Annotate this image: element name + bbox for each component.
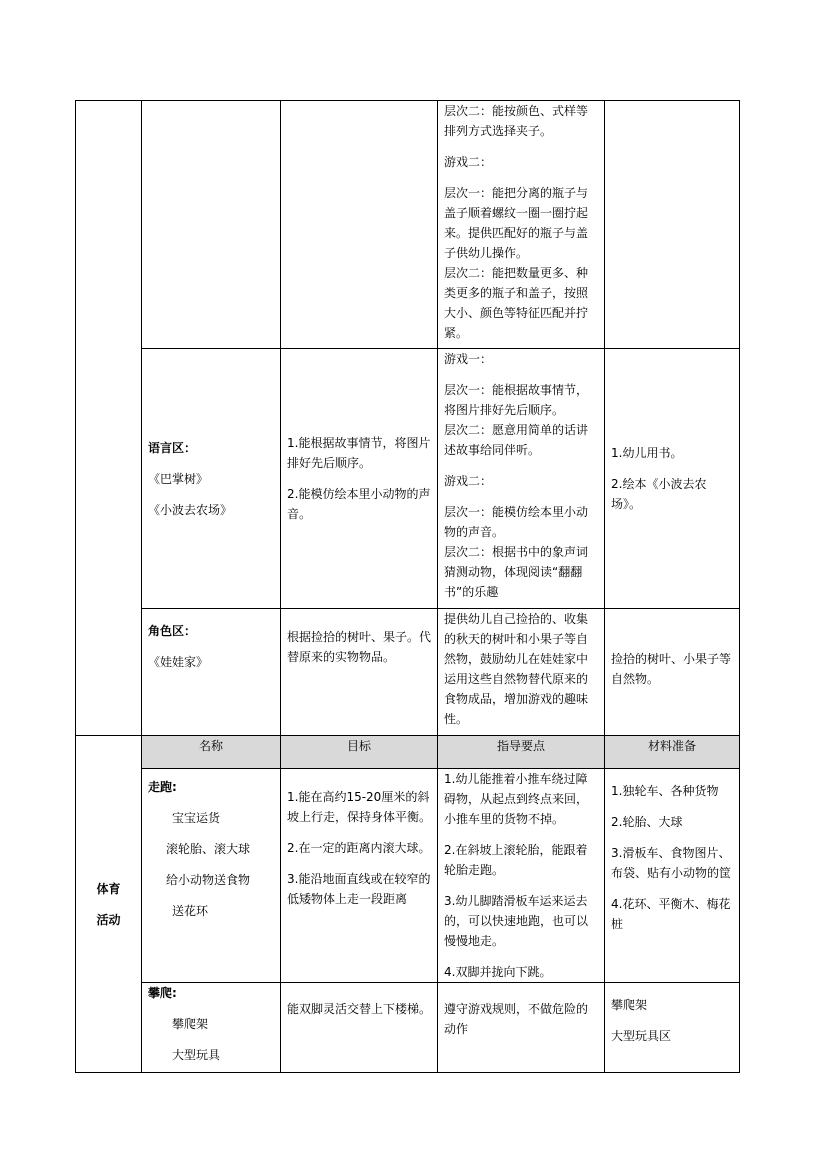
activity-plan-table — [75, 100, 740, 1073]
name-cell: 攀爬: 攀爬架 大型玩具 — [142, 983, 281, 1073]
goal-cell: 1.能在高约15-20厘米的斜坡上行走，保持身体平衡。 2.在一定的距离内滚大球。 3.能沿地面直线或在较窄的低矮物体上走一段距离 — [281, 769, 438, 983]
goal-cell: 1.能根据故事情节，将图片排好先后顺序。 2.能模仿绘本里小动物的声音。 — [281, 349, 438, 609]
header-goal: 目标 — [281, 736, 438, 769]
table-row — [76, 609, 740, 736]
table-row — [76, 983, 740, 1073]
header-guide: 指导要点 — [438, 736, 605, 769]
table-row — [76, 769, 740, 983]
header-name: 名称 — [142, 736, 281, 769]
goal-cell: 能双脚灵活交替上下楼梯。 — [281, 983, 438, 1073]
table-row — [76, 101, 740, 349]
material-cell: 1.幼儿用书。 2.绘本《小波去农场》。 — [605, 349, 740, 609]
goal-cell: 根据捡拾的树叶、果子。代替原来的实物物品。 — [281, 609, 438, 736]
guide-cell: 遵守游戏规则，不做危险的动作 — [438, 983, 605, 1073]
guide-cell: 1.幼儿能推着小推车绕过障碍物，从起点到终点来回，小推车里的货物不掉。 2.在斜坡上滚轮胎，能跟着轮胎走跑。 3.幼儿脚踏滑板车运来运去的，可以快速地跑，也可以慢慢地走。 4.双脚并拢向下跳。 — [438, 769, 605, 983]
table-header-row — [76, 736, 740, 769]
material-cell: 捡拾的树叶、小果子等自然物。 — [605, 609, 740, 736]
name-cell: 角色区： 《娃娃家》 — [142, 609, 281, 736]
material-cell: 攀爬架 大型玩具区 — [605, 983, 740, 1073]
section-cell — [76, 101, 142, 736]
table-row — [76, 349, 740, 609]
name-cell: 走跑: 宝宝运货 滚轮胎、滚大球 给小动物送食物 送花环 — [142, 769, 281, 983]
header-material: 材料准备 — [605, 736, 740, 769]
guide-cell: 游戏一： 层次一：能根据故事情节，将图片排好先后顺序。 层次二：愿意用简单的话讲述故事给同伴听。 游戏二： 层次一：能模仿绘本里小动物的声音。 层次二：根据书中的象声词猜测动物，体现阅读“翻翻书”的乐趣 — [438, 349, 605, 609]
material-cell: 1.独轮车、各种货物 2.轮胎、大球 3.滑板车、食物图片、布袋、贴有小动物的筐 4.花环、平衡木、梅花桩 — [605, 769, 740, 983]
name-cell: 语言区： 《巴掌树》 《小波去农场》 — [142, 349, 281, 609]
guide-cell: 提供幼儿自己捡拾的、收集的秋天的树叶和小果子等自然物，鼓励幼儿在娃娃家中运用这些自然物替代原来的食物成品，增加游戏的趣味性。 — [438, 609, 605, 736]
guide-cell: 层次二：能按颜色、式样等排列方式选择夹子。 游戏二： 层次一：能把分离的瓶子与盖子顺着螺纹一圈一圈拧起来。提供匹配好的瓶子与盖子供幼儿操作。 层次二：能把数量更多、种类更多的瓶子和盖子，按照大小、颜色等特征匹配并拧紧。 — [438, 101, 605, 349]
section-label: 体育 活动 — [76, 736, 142, 1073]
